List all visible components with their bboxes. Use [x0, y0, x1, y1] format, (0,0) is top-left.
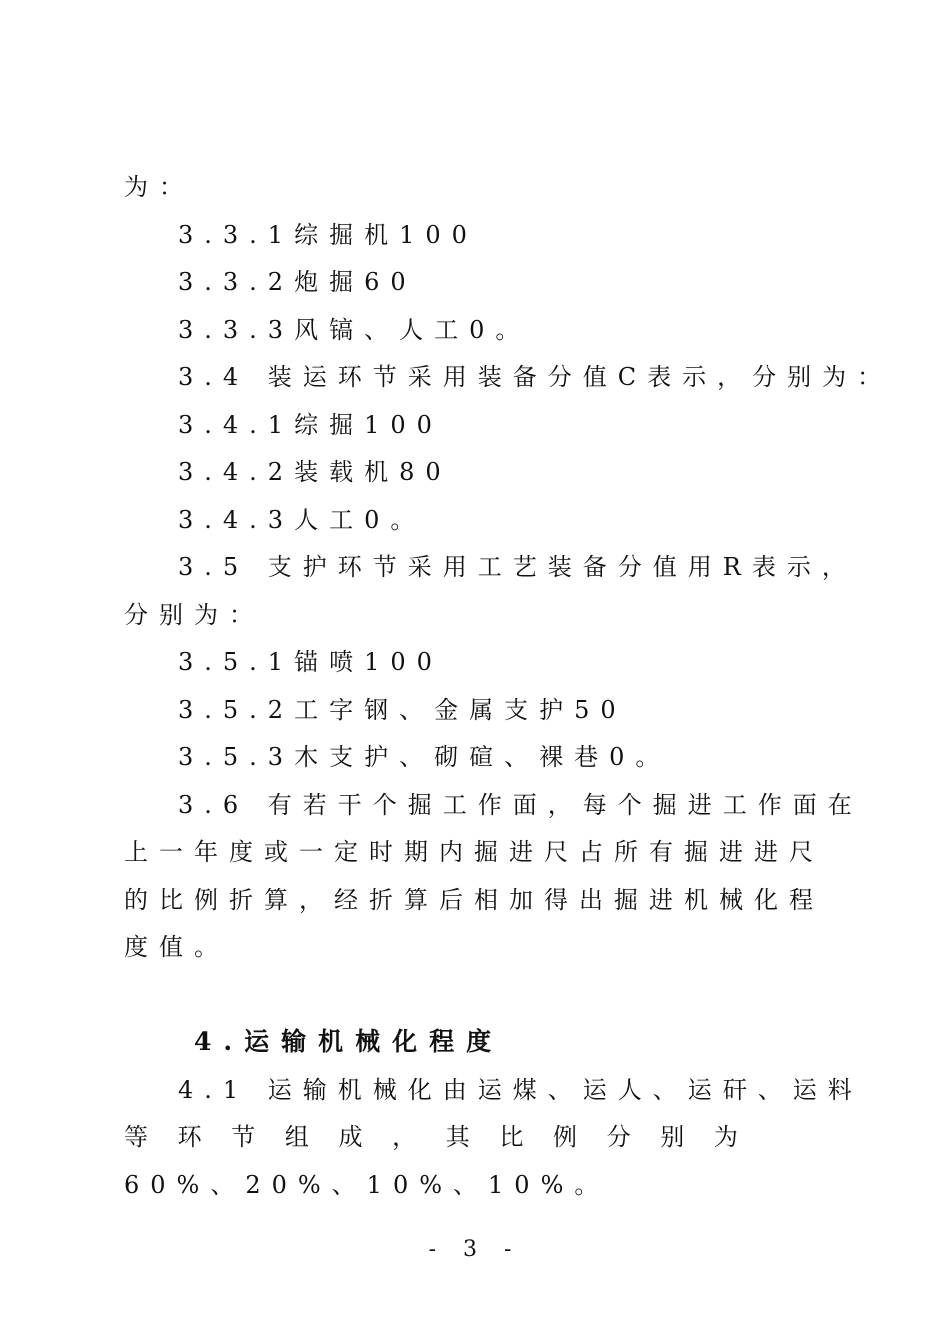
text-line: 度值。 [124, 933, 229, 961]
text-line: 4.1 运输机械化由运煤、运人、运矸、运料 [178, 1076, 863, 1104]
section-heading: 4.运输机械化程度 [194, 1027, 504, 1056]
text-line: 的比例折算，经折算后相加得出掘进机械化程 [124, 886, 824, 914]
text-line: 等 环 节 组 成 ， 其 比 例 分 别 为 [124, 1123, 749, 1151]
text-line: 3.4.2装载机80 [178, 458, 452, 486]
text-line: 3.4.1综掘100 [178, 411, 443, 439]
text-line: 3.5.3木支护、砌碹、裸巷0。 [178, 743, 671, 771]
text-line: 为： [124, 173, 194, 201]
page-number: - 3 - [428, 1237, 522, 1262]
text-line: 60%、20%、10%、10%。 [124, 1171, 610, 1199]
text-line: 3.4.3人工0。 [178, 506, 426, 534]
text-line: 3.5.2工字钢、金属支护50 [178, 696, 627, 724]
text-line: 3.5.1锚喷100 [178, 648, 443, 676]
text-line: 3.6 有若干个掘工作面，每个掘进工作面在 [178, 791, 863, 819]
text-line: 上一年度或一定时期内掘进尺占所有掘进进尺 [124, 838, 824, 866]
text-line: 3.3.1综掘机100 [178, 221, 478, 249]
text-line: 3.3.2炮掘60 [178, 268, 417, 296]
text-line: 3.3.3风镐、人工0。 [178, 316, 531, 344]
text-line: 3.4 装运环节采用装备分值C表示，分别为： [178, 363, 893, 391]
text-line: 分别为： [124, 601, 264, 629]
text-line: 3.5 支护环节采用工艺装备分值用R表示， [178, 553, 857, 581]
